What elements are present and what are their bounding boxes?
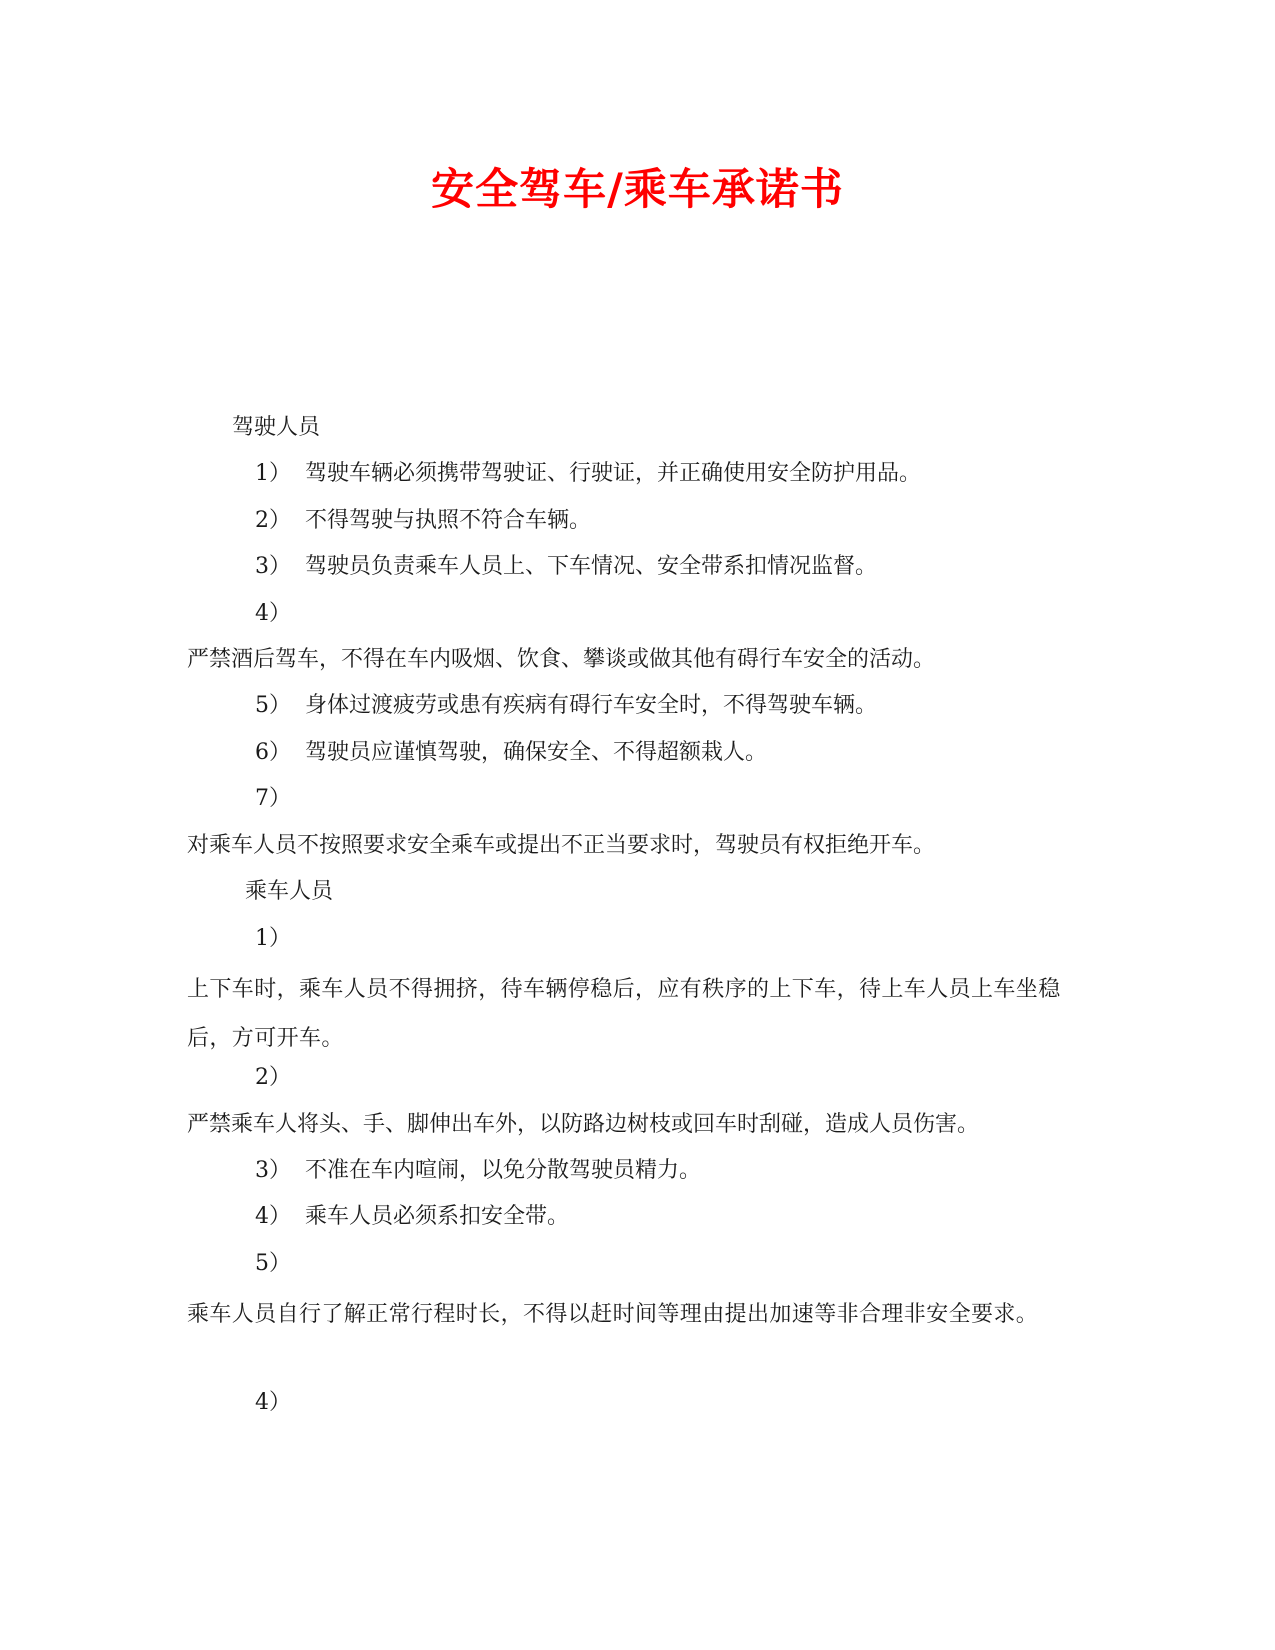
item-text: 驾驶车辆必须携带驾驶证、行驶证，并正确使用安全防护用品。 [305,461,922,486]
item-text: 驾驶员负责乘车人员上、下车情况、安全带系扣情况监督。 [305,554,878,579]
item-number: 3） [255,1158,291,1183]
item-number: 5） [255,693,291,718]
item-number: 5） [255,1251,291,1276]
list-item [255,691,877,721]
item-text: 乘车人员自行了解正常行程时长，不得以赶时间等理由提出加速等非合理非安全要求。 [187,1302,1039,1327]
list-item [255,459,921,489]
item-text: 乘车人员必须系扣安全带。 [305,1204,570,1229]
item-number: 7） [255,786,291,811]
item-number: 6） [255,740,291,765]
section-heading-driver: 驾驶人员 [232,415,321,440]
item-number: 4） [255,601,291,626]
item-text: 驾驶员应谨慎驾驶，确保安全、不得超额栽人。 [305,740,768,765]
item-text: 上下车时，乘车人员不得拥挤，待车辆停稳后，应有秩序的上下车，待上车人员上车坐稳后，方可开车。 [187,977,1061,1051]
list-item [255,506,591,536]
item-number: 4） [255,1204,291,1229]
item-text: 严禁酒后驾车，不得在车内吸烟、饮食、攀谈或做其他有碍行车安全的活动。 [187,647,936,672]
list-item [255,1156,701,1186]
item-text: 身体过渡疲劳或患有疾病有碍行车安全时，不得驾驶车辆。 [305,693,878,718]
item-text: 对乘车人员不按照要求安全乘车或提出不正当要求时，驾驶员有权拒绝开车。 [187,833,936,858]
item-number: 2） [255,1065,291,1090]
list-item [255,1202,569,1232]
item-text: 不准在车内喧闹，以免分散驾驶员精力。 [305,1158,702,1183]
list-item [255,552,877,582]
item-number: 4） [255,1390,291,1415]
item-number: 2） [255,508,291,533]
section-heading-passenger: 乘车人员 [245,879,334,904]
item-text: 不得驾驶与执照不符合车辆。 [305,508,592,533]
item-number: 1） [255,461,291,486]
document-title: 安全驾车/乘车承诺书 [431,165,844,215]
item-number: 1） [255,926,291,951]
item-number: 3） [255,554,291,579]
list-item [255,738,767,768]
item-text: 严禁乘车人将头、手、脚伸出车外，以防路边树枝或回车时刮碰，造成人员伤害。 [187,1112,980,1137]
